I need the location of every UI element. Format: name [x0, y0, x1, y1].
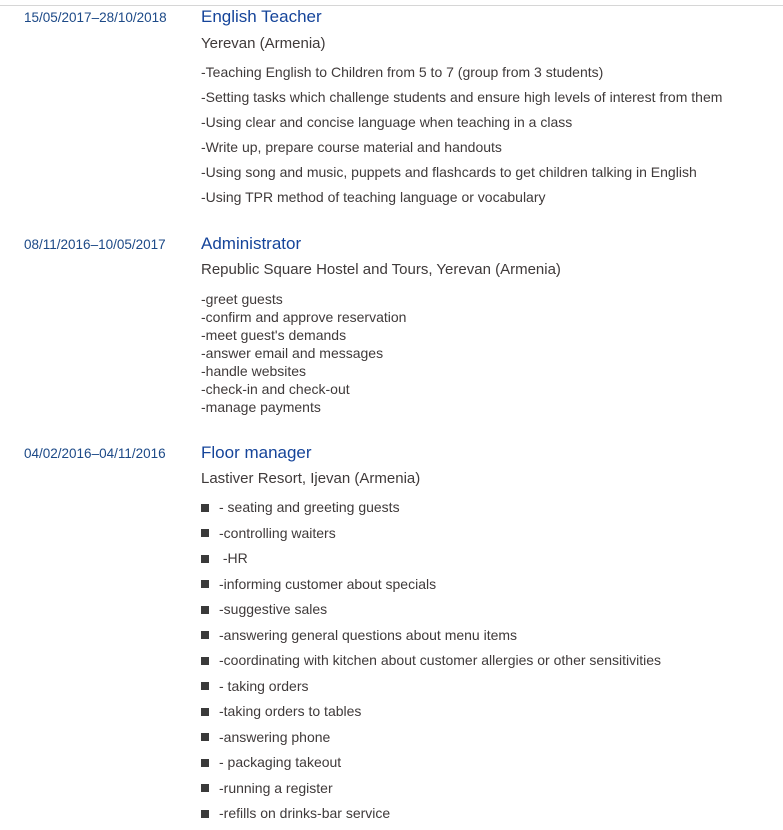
list-item-text: -suggestive sales [219, 601, 328, 617]
list-item: -meet guest's demands [201, 327, 347, 343]
list-item [201, 725, 661, 751]
list-item [201, 546, 661, 572]
list-item: -handle websites [201, 363, 307, 379]
list-item: -greet guests [201, 291, 283, 307]
square-bullet-icon [201, 657, 209, 665]
square-bullet-icon [201, 555, 209, 563]
list-item-text: -refills on drinks-bar service [219, 805, 391, 821]
list-item-text: -coordinating with kitchen about customer allergies or other sensitivities [219, 652, 661, 668]
list-item-text: -informing customer about specials [219, 575, 437, 592]
list-item [201, 572, 661, 598]
square-bullet-icon [201, 606, 209, 614]
list-item: -Using clear and concise language when teaching in a class [201, 114, 573, 130]
employer: Republic Square Hostel and Tours, Yerevan (Armenia) [201, 261, 561, 278]
list-item [201, 623, 661, 649]
job-title: English Teacher [201, 7, 322, 26]
list-item-text: -running a register [219, 779, 333, 796]
duties-list [201, 60, 722, 210]
square-bullet-icon [201, 810, 209, 818]
list-item: -confirm and approve reservation [201, 309, 407, 325]
list-item: -check-in and check-out [201, 381, 350, 397]
list-item-text: -taking orders to tables [219, 703, 362, 719]
job-title: Administrator [201, 234, 302, 253]
list-item: -answer email and messages [201, 345, 384, 361]
square-bullet-icon [201, 708, 209, 716]
top-divider [0, 5, 783, 6]
list-item [201, 648, 661, 674]
duties-list [201, 495, 661, 827]
employer: Yerevan (Armenia) [201, 35, 326, 52]
square-bullet-icon [201, 682, 209, 690]
list-item [201, 521, 661, 547]
list-item [201, 801, 661, 827]
list-item [201, 674, 661, 700]
square-bullet-icon [201, 529, 209, 537]
list-item [201, 495, 661, 521]
square-bullet-icon [201, 784, 209, 792]
list-item: -Write up, prepare course material and handouts [201, 139, 502, 155]
list-item-text: -answering phone [219, 728, 331, 745]
duties-list [201, 290, 406, 416]
list-item-text: - seating and greeting guests [219, 499, 400, 515]
list-item [201, 776, 661, 802]
square-bullet-icon [201, 631, 209, 639]
entry-date: 15/05/2017–28/10/2018 [24, 10, 167, 25]
list-item: -Using song and music, puppets and flashcards to get children talking in English [201, 164, 697, 180]
square-bullet-icon [201, 733, 209, 741]
square-bullet-icon [201, 504, 209, 512]
list-item-text: - taking orders [219, 677, 309, 694]
list-item [201, 699, 661, 725]
employer: Lastiver Resort, Ijevan (Armenia) [201, 470, 421, 487]
entry-date: 08/11/2016–10/05/2017 [24, 237, 166, 252]
square-bullet-icon [201, 759, 209, 767]
square-bullet-icon [201, 580, 209, 588]
list-item-text: - packaging takeout [219, 754, 342, 770]
list-item: -Setting tasks which challenge students and ensure high levels of interest from them [201, 89, 723, 105]
job-title: Floor manager [201, 443, 312, 462]
list-item: -manage payments [201, 399, 321, 415]
entry-date: 04/02/2016–04/11/2016 [24, 446, 166, 461]
list-item: -Teaching English to Children from 5 to 7 (group from 3 students) [201, 64, 604, 80]
list-item [201, 750, 661, 776]
list-item-text: -answering general questions about menu items [219, 626, 518, 643]
list-item-text: -HR [219, 550, 248, 566]
list-item: -Using TPR method of teaching language or vocabulary [201, 189, 546, 205]
list-item [201, 597, 661, 623]
list-item-text: -controlling waiters [219, 524, 336, 541]
